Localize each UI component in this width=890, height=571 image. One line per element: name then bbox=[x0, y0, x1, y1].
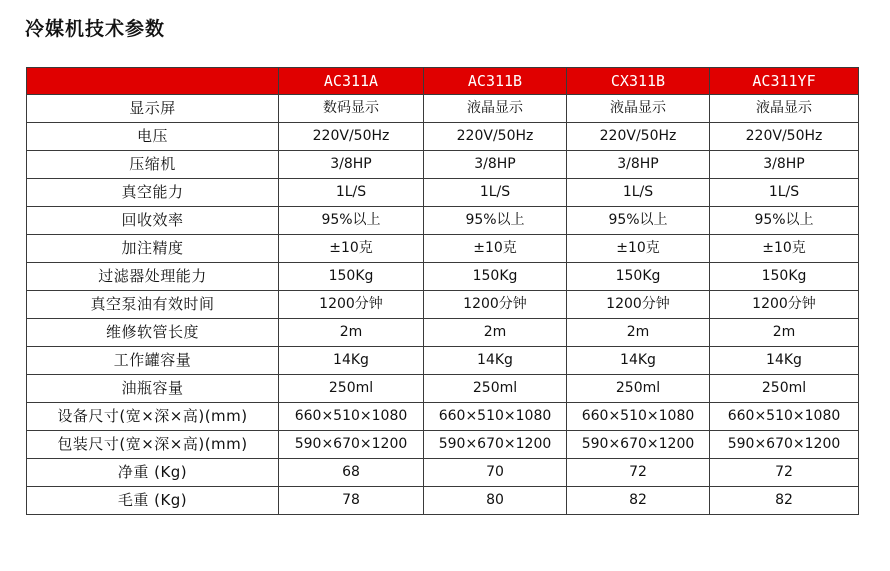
value-cell: 1200分钟 bbox=[567, 291, 710, 319]
value-cell: 95%以上 bbox=[424, 207, 567, 235]
table-row bbox=[27, 123, 859, 151]
value-cell: 95%以上 bbox=[279, 207, 424, 235]
value-cell: 2m bbox=[279, 319, 424, 347]
table-body bbox=[27, 95, 859, 515]
value-cell: 150Kg bbox=[424, 263, 567, 291]
table-row bbox=[27, 151, 859, 179]
value-cell: 72 bbox=[710, 459, 859, 487]
value-cell: 590×670×1200 bbox=[710, 431, 859, 459]
value-cell: 660×510×1080 bbox=[710, 403, 859, 431]
header-cell-model: AC311A bbox=[279, 68, 424, 95]
value-cell: 68 bbox=[279, 459, 424, 487]
value-cell: 150Kg bbox=[279, 263, 424, 291]
row-label-cell: 电压 bbox=[27, 123, 279, 151]
value-cell: 3/8HP bbox=[279, 151, 424, 179]
value-cell: 660×510×1080 bbox=[424, 403, 567, 431]
value-cell: 1200分钟 bbox=[424, 291, 567, 319]
value-cell: 82 bbox=[567, 487, 710, 515]
value-cell: 80 bbox=[424, 487, 567, 515]
row-label-cell: 毛重 (Kg) bbox=[27, 487, 279, 515]
value-cell: 660×510×1080 bbox=[567, 403, 710, 431]
value-cell: ±10克 bbox=[567, 235, 710, 263]
table-row bbox=[27, 179, 859, 207]
value-cell: 液晶显示 bbox=[424, 95, 567, 123]
value-cell: 72 bbox=[567, 459, 710, 487]
value-cell: 150Kg bbox=[710, 263, 859, 291]
value-cell: 590×670×1200 bbox=[567, 431, 710, 459]
value-cell: ±10克 bbox=[279, 235, 424, 263]
value-cell: 2m bbox=[567, 319, 710, 347]
value-cell: 2m bbox=[424, 319, 567, 347]
value-cell: 590×670×1200 bbox=[279, 431, 424, 459]
value-cell: 250ml bbox=[279, 375, 424, 403]
value-cell: 3/8HP bbox=[710, 151, 859, 179]
value-cell: 3/8HP bbox=[567, 151, 710, 179]
value-cell: 1200分钟 bbox=[279, 291, 424, 319]
row-label-cell: 维修软管长度 bbox=[27, 319, 279, 347]
value-cell: 14Kg bbox=[567, 347, 710, 375]
value-cell: 液晶显示 bbox=[710, 95, 859, 123]
value-cell: 95%以上 bbox=[710, 207, 859, 235]
value-cell: 590×670×1200 bbox=[424, 431, 567, 459]
header-cell-model: CX311B bbox=[567, 68, 710, 95]
value-cell: 220V/50Hz bbox=[710, 123, 859, 151]
value-cell: 14Kg bbox=[710, 347, 859, 375]
page-title: 冷媒机技术参数 bbox=[25, 18, 166, 40]
table-row bbox=[27, 291, 859, 319]
row-label-cell: 加注精度 bbox=[27, 235, 279, 263]
value-cell: 1L/S bbox=[279, 179, 424, 207]
table-row bbox=[27, 235, 859, 263]
value-cell: 78 bbox=[279, 487, 424, 515]
value-cell: ±10克 bbox=[424, 235, 567, 263]
row-label-cell: 设备尺寸(宽×深×高)(mm) bbox=[27, 403, 279, 431]
table-row bbox=[27, 487, 859, 515]
value-cell: 150Kg bbox=[567, 263, 710, 291]
value-cell: 1L/S bbox=[710, 179, 859, 207]
row-label-cell: 压缩机 bbox=[27, 151, 279, 179]
row-label-cell: 包装尺寸(宽×深×高)(mm) bbox=[27, 431, 279, 459]
value-cell: 220V/50Hz bbox=[279, 123, 424, 151]
value-cell: 250ml bbox=[710, 375, 859, 403]
value-cell: 250ml bbox=[424, 375, 567, 403]
value-cell: 2m bbox=[710, 319, 859, 347]
value-cell: 70 bbox=[424, 459, 567, 487]
row-label-cell: 净重 (Kg) bbox=[27, 459, 279, 487]
row-label-cell: 过滤器处理能力 bbox=[27, 263, 279, 291]
row-label-cell: 油瓶容量 bbox=[27, 375, 279, 403]
value-cell: 220V/50Hz bbox=[424, 123, 567, 151]
value-cell: 3/8HP bbox=[424, 151, 567, 179]
table-row bbox=[27, 347, 859, 375]
value-cell: 220V/50Hz bbox=[567, 123, 710, 151]
value-cell: 数码显示 bbox=[279, 95, 424, 123]
value-cell: 14Kg bbox=[279, 347, 424, 375]
table-row bbox=[27, 95, 859, 123]
row-label-cell: 真空能力 bbox=[27, 179, 279, 207]
row-label-cell: 显示屏 bbox=[27, 95, 279, 123]
table-row bbox=[27, 375, 859, 403]
value-cell: 82 bbox=[710, 487, 859, 515]
value-cell: 1L/S bbox=[567, 179, 710, 207]
table-row bbox=[27, 403, 859, 431]
table-row bbox=[27, 319, 859, 347]
spec-table bbox=[26, 67, 859, 515]
value-cell: 660×510×1080 bbox=[279, 403, 424, 431]
table-row bbox=[27, 207, 859, 235]
header-cell-model: AC311B bbox=[424, 68, 567, 95]
table-header-row bbox=[27, 68, 859, 95]
value-cell: 液晶显示 bbox=[567, 95, 710, 123]
value-cell: ±10克 bbox=[710, 235, 859, 263]
header-cell-blank bbox=[27, 68, 279, 95]
value-cell: 250ml bbox=[567, 375, 710, 403]
header-cell-model: AC311YF bbox=[710, 68, 859, 95]
table-row bbox=[27, 459, 859, 487]
value-cell: 1200分钟 bbox=[710, 291, 859, 319]
value-cell: 1L/S bbox=[424, 179, 567, 207]
value-cell: 95%以上 bbox=[567, 207, 710, 235]
row-label-cell: 回收效率 bbox=[27, 207, 279, 235]
table-row bbox=[27, 431, 859, 459]
value-cell: 14Kg bbox=[424, 347, 567, 375]
row-label-cell: 真空泵油有效时间 bbox=[27, 291, 279, 319]
table-row bbox=[27, 263, 859, 291]
row-label-cell: 工作罐容量 bbox=[27, 347, 279, 375]
